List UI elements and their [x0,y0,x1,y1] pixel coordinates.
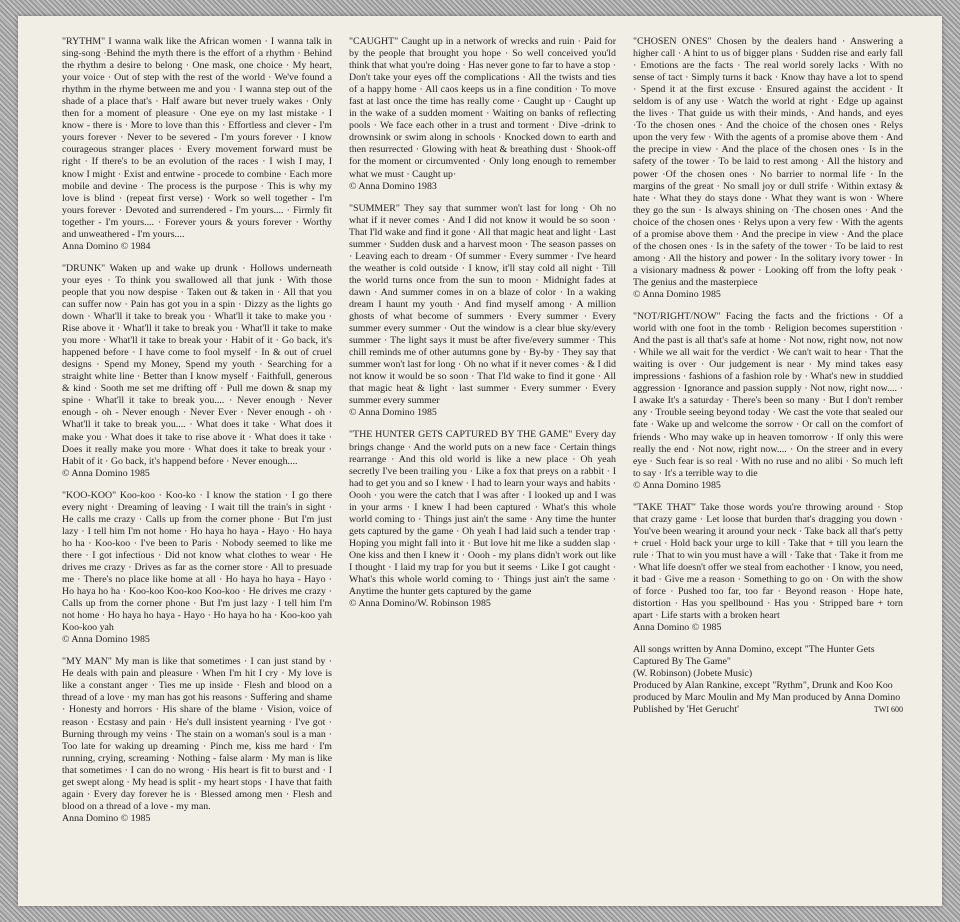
song-lyrics: Take those words you're throwing around · Stop that crazy game · Let loose that burden that's dragging you down · You've been wearing it around your neck · Take back all that's petty + cruel · Hold back your urge to kill · Take that + till you learn the rule · That to win you must have a will · Take that · Take it from me · What life doesn't offer we steal from eachother · I know, you need, it bad · Give me a reason · Something to go on · On with the show of force · Pushed too far, too far · Beyond reason · Hope hate, distortion · Has you spellbound · Has you · Stripped bare + torn apart · Life starts with a broken heart [633,501,903,622]
song-credit: © Anna Domino 1985 [349,407,437,419]
song-credit: © Anna Domino 1985 [62,467,150,479]
credits-publisher-note: (W. Robinson) (Jobete Music) [633,668,753,680]
song-title: "NOT/RIGHT/NOW" [633,311,721,323]
song-title: "MY MAN" [62,656,112,668]
song-title: "KOO-KOO" [62,489,117,501]
lyric-sheet [18,16,942,906]
catalog-number: TWI 600 [873,705,903,715]
song-title: "TAKE THAT" [633,501,696,513]
song-chosen-ones [633,36,903,301]
song-lyrics: Facing the facts and the frictions · Of a world with one foot in the tomb · Religion becomes superstition · And the past is all that's safe at home · Not now, right now, not now · While we all wait for the verdict · We can't wait to hear · That the waiting is over · Our judgement is near · My mind takes easy impressions · fashions of a fashion role by · What's new in studdied aggression · Ignorance and passion supply · Not now, right now.... · I awake It's a saturday · There's been so many · But I don't rember any · Trouble seeing beyond today · We cast the vote that sealed our fate · Wake up and welcome the sorrow · Or call on the comfort of friends · Who may wake up in heaven tomorrow · If only this were really the end · Not now, right now.... · On the streer and in every eye · Such fear is so real · With no ruse and no alibi · So much left to say · It's a terrible way to die [633,311,904,479]
song-credit: © Anna Domino 1985 [633,479,721,491]
song-title: "CHOSEN ONES" [633,36,712,47]
song-lyrics: Caught up in a network of wrecks and ruin · Paid for by the people that brought you hope · So well conceived you'ld think that what you're doing · Has never gone to far to have a stop · Don't take your eyes off the complications · All the twists and ties of a happy home · All caos keeps us in a fine condition · To move fast at last once the time has really come · Caught up · Caught up in the wake of a sudden moment · Waiting on banks of reflecting pools · We face each other in a trust and torment · Dive -drink to drownsink or swim along in schools · Knocked down to earth and then resurrected · Glowing with heat & breathing dust · Shook-off for the moment or circumvented · Only long enough to remember what we must · Caught up· [349,36,617,180]
song-my-man [62,656,332,825]
credits-produced-by: Produced by Alan Rankine, except "Rythm", Drunk and Koo Koo produced by Marc Moulin and My Man produced by Anna Domino [633,680,901,704]
song-summer [349,203,616,420]
song-title: "SUMMER" [349,202,400,214]
song-lyrics: My man is like that sometimes · I can just stand by · He deals with pain and pleasure · When I'm hit I cry · My love is like a constant anger · Ties me up inside · Flesh and blood on a thread of a love · my man has got his reasons · Suffering and shame · Honesty and horrors · His share of the blame · Vision, voice of reason · Ecstasy and pain · He's dull insistent yearning · I've got · Burning through my veins · The stain on a woman's soul is a man · Too late for waking up dreaming · Pinch me, kiss me hard · I'm running, crying, screaming · Nothing - false alarm · My man is like that sometimes · I can do no wrong · His heart is fit to burst and · I get swept along · My head is split - my heart stops · I have that faith again · Every day forever he is · Blessed among men · Flesh and blood on a thread of a love - my man. [62,656,333,812]
song-lyrics: Waken up and wake up drunk · Hollows underneath your eyes · To think you swallowed all that junk · With those people that you now despise · Taken out & taken in · All that you can suffer now · Pain has got you in a spin · Dizzy as the lights go down · What'll it take to break you · What'll it take to make you · Rise above it · What'll it take to break you · What'll it take to make you more · What'll it take to break your · Habit of it · Go back, it's happened before · I have come to fool myself · In & out of cruel designs · Spend my Money, Spend my youth · Searching for a straight white line · Better than I know myself · Faithfull, generous & kind · Sooth me set me drifting off · Pull me down & snap my spine · What'll it take to break you.... · Never enough · Never enough - oh - Never enough · Never Ever · Never enough - oh · What'll it take to break you.... · What does it take · What does it make you · What does it take to rise above it · What does it take · Does it really make you more · What does it take to break your · Habit of it · Go back, it's happend before · Never enough.... [62,262,332,467]
song-lyrics: I wanna walk like the African women · I wanna talk in sing-song ·Behind the myth there is the effort of a rhythm · Behind the rhythm a desire to belong · One mask, one choice · My heart, your voice · Out of step with the rest of the world · We've found a rhythm in the rhyme between me and you · I wanna step out of the shade of a place that's · Half aware but never truely wakes · Only then for a moment of pleasure · One eye on my last mistake · I know - there is · More to love than this · Effortless and clever - I'm yours forever · Never to be severed - I'm yours forever · I know courageous stranger places · Every movement forward must be right · If there's to be an evolution of the races · I wish I may, I know I might · Exist and entwine - procede to combine · Each more mobile and devine · The process is the purpose · This is why my love is blind · (repeat first verse) · Work so well together - I'm yours forever · Devoted and surrendered - I'm yours.... · Firmly fit together - I'm yours.... · Forever yours & yours forever · Worthy and unweathered - I'm yours.... [62,36,332,240]
song-title: "RYTHM" [62,36,106,47]
song-title: "DRUNK" [62,262,106,274]
column-right [633,36,903,717]
song-lyrics: Koo-koo · Koo-ko · I know the station · I go there every night · Dreaming of leaving · I wait till the train's in sight · He calls me crazy · Calls up from the corner phone · But I'm just lazy · I tell him I'm not home · Ho haya ho haya - Hayo · Ho haya ho ha · Koo-koo · I've been to Paris · Nobody seemed to like me there · I got infectious · Did not know what clothes to wear · He drives me crazy · Drives as far as the corner store · All to presuade me · There's no place like home at all · Ho haya ho haya - Hayo · Ho haya ho ha · Koo-koo Koo-koo Koo-koo · He drives me crazy · Calls up from the corner phone · But I'm just lazy · I tell him I'm not home · Ho haya ho haya - Hayo · Ho haya ho ha · Koo-koo yah Koo-koo yah [62,489,333,634]
song-lyrics: Every day brings change · And the world puts on a new face · Certain things rearrange · And this old world is like a new place · Oh yeah secretly I've been trailing you · Like a fox that preys on a rabbit · I had to get you and so I knew · I had to learn your ways and habits · Oooh · you were the catch that I was after · I looked up and I was in your arms · I knew I had been captured · What's this whole world coming to · Things just ain't the same · Any time the hunter gets captured by the game · Oh yeah I had laid such a tender trap · Hoping you might fall into it · But love hit me like a sudden slap · One kiss and then I knew it · Oooh - my plans didn't work out like I thought · I laid my trap for you but it seems · Like I got caught · What's this whole world coming to · Things just ain't the same · Anytime the hunter gets captured by the game [349,429,617,598]
credits-written-by: All songs written by Anna Domino, except "The Hunter Gets Captured By The Game" [633,644,875,668]
album-credits [633,644,903,716]
song-credit: Anna Domino © 1984 [62,240,151,252]
song-not-right-now [633,311,903,492]
song-rythm [62,36,332,253]
song-title: "CAUGHT" [349,36,399,47]
song-credit: © Anna Domino 1985 [633,288,721,300]
song-credit: © Anna Domino/W. Robinson 1985 [349,598,491,610]
song-credit: © Anna Domino 1983 [349,180,437,192]
song-title: "THE HUNTER GETS CAPTURED BY THE GAME" [349,429,573,441]
column-left [62,36,332,835]
credits-published-by: Published by 'Het Gerucht' [633,704,739,716]
song-lyrics: They say that summer won't last for long · Oh no what if it never comes · And I did not know it would be so soon · That I'ld wake and find it gone · All that magic heat and light · Last summer · Sudden dusk and a harvest moon · The season passes on · Leaving each to dream · Of summer · Every summer · I've heard the weather is cold outside · I know, it'll stay cold all night · Till the world turns once from the sun to moon · Midnight fades at dawn · And summer comes in on a blaze of color · In a waking dream I haunt my youth · And find myself among · A million ghosts of what become of summers · Every summer · Every summer every summer · Out the window is a clear blue sky/every summer · The light says it must be after five/every summer · This chill reminds me of other autumns gone by · By-by · They say that summer won't last for long · Oh no what if it never comes · & I did not know it would be so soon · That I'ld wake to find it gone · All that magic heat & light · last summer · Every summer · Every summer every summer [349,202,617,407]
song-credit: Anna Domino © 1985 [633,622,722,634]
song-caught [349,36,616,193]
song-credit: Anna Domino © 1985 [62,812,151,824]
song-hunter [349,429,616,610]
column-middle [349,36,616,620]
song-drunk [62,263,332,480]
song-take-that [633,502,903,635]
song-koo-koo [62,490,332,647]
song-lyrics: Chosen by the dealers hand · Answering a higher call · A hint to us of bigger plans · Sudden rise and early fall · Emotions are the facts · The real world sorely lacks · With no sense of tact · Simply turns it back · Know thay have a lot to spend · Spend it at the first excuse · Ensured against the accident · It seldom is of any use · Watch the world at right · Edge up against the lives · That guide us with their minds, · And hands, and eyes ·To the chosen ones · And the choice of the chosen ones · Relys upon the very few · With the agents of a promise above them · And the precipe in view · And the place of the chosen ones · Is in the safety of the tower · To be laid to rest among · All the history and power ·Of the chosen ones · No barrier to normal life · In the margins of the great · No small joy or dull strife · Within extasy & hate · What they do stays done · What they want is won · Where they go the sun · Is always shining on ·The chosen ones · And the choice of the chosen ones · Relys upon a very few · With the agents of a promise above them · And the precipe in view · And the place of the chosen ones · Is in the safety of the tower · To be laid to rest among · All the history and power · In the solitary ivory tower · In a visionary madness & power · Looking off from the lofty peak · The genius and the masterpiece [633,36,904,288]
song-credit: © Anna Domino 1985 [62,634,150,646]
